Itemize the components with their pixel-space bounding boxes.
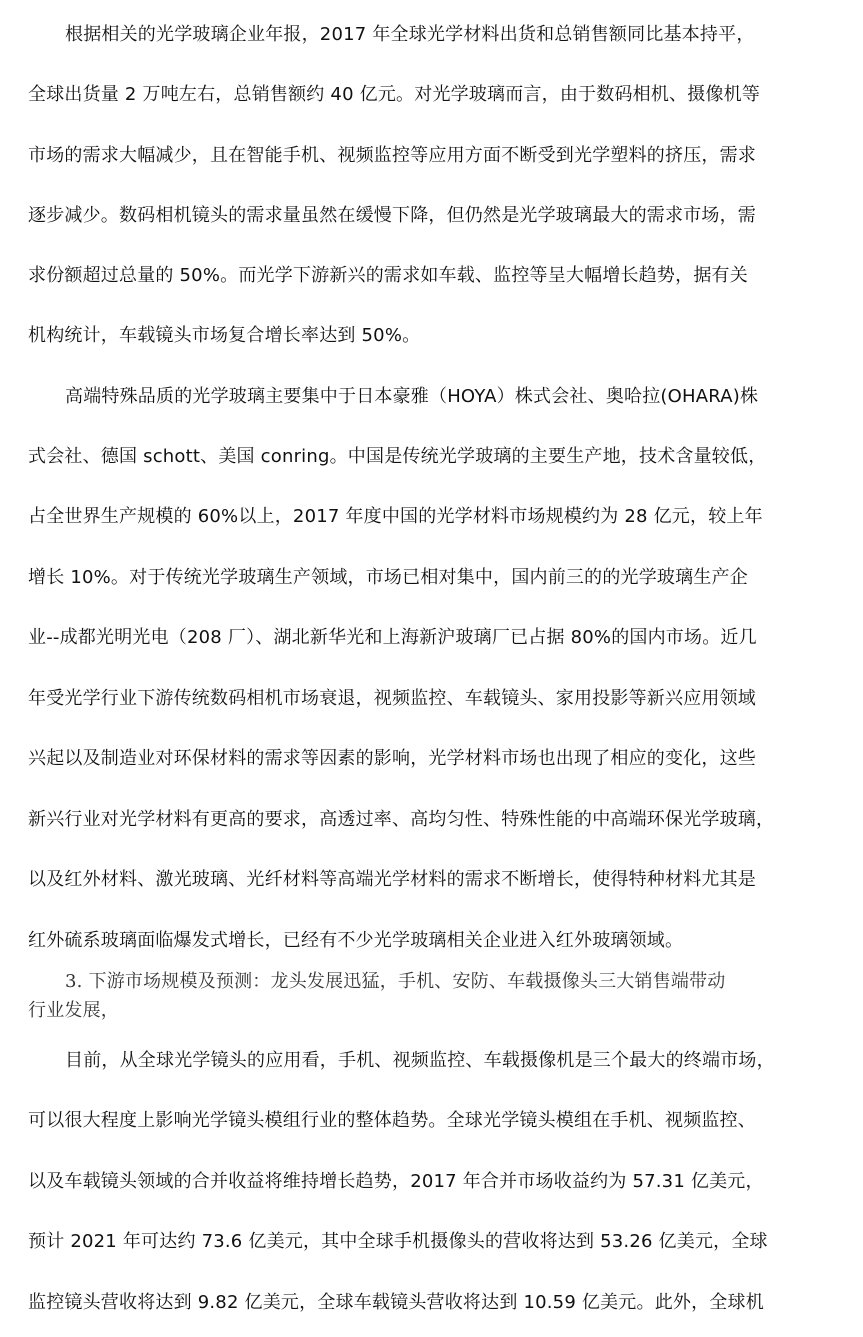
paragraph-2-line-1: 高端特殊品质的光学玻璃主要集中于日本豪雅（HOYA）株式会社、奥哈拉(OHARA)株	[65, 386, 759, 407]
paragraph-2-line-2: 式会社、德国 schott、美国 conring。中国是传统光学玻璃的主要生产地，技术含量较低，	[28, 446, 767, 467]
paragraph-1-line-2: 全球出货量 2 万吨左右，总销售额约 40 亿元。对光学玻璃而言，由于数码相机、摄像机等	[28, 84, 761, 105]
paragraph-2-line-7: 兴起以及制造业对环保材料的需求等因素的影响，光学材料市场也出现了相应的变化，这些	[28, 748, 756, 769]
paragraph-2-line-9: 以及红外材料、激光玻璃、光纤材料等高端光学材料的需求不断增长，使得特种材料尤其是	[28, 869, 756, 890]
paragraph-1-line-5: 求份额超过总量的 50%。而光学下游新兴的需求如车载、监控等呈大幅增长趋势，据有关	[28, 265, 748, 286]
paragraph-1-line-6: 机构统计，车载镜头市场复合增长率达到 50%。	[28, 325, 421, 346]
section-heading-line-1: 3. 下游市场规模及预测：龙头发展迅猛，手机、安防、车载摄像头三大销售端带动	[65, 971, 726, 992]
paragraph-2-line-5: 业--成都光明光电（208 厂）、湖北新华光和上海新沪玻璃厂已占据 80%的国内市场。近几	[28, 627, 757, 648]
paragraph-4-line-4: 预计 2021 年可达约 73.6 亿美元，其中全球手机摄像头的营收将达到 53.26 亿美元，全球	[28, 1231, 768, 1252]
paragraph-4-line-5: 监控镜头营收将达到 9.82 亿美元，全球车载镜头营收将达到 10.59 亿美元。此外，全球机	[28, 1292, 764, 1313]
paragraph-1-line-4: 逐步减少。数码相机镜头的需求量虽然在缓慢下降，但仍然是光学玻璃最大的需求市场，需	[28, 205, 756, 226]
paragraph-2-line-8: 新兴行业对光学材料有更高的要求，高透过率、高均匀性、特殊性能的中高端环保光学玻璃，	[28, 809, 775, 830]
paragraph-4-line-3: 以及车载镜头领域的合并收益将维持增长趋势，2017 年合并市场收益约为 57.31 亿美元，	[28, 1171, 764, 1192]
paragraph-2-line-4: 增长 10%。对于传统光学玻璃生产领域，市场已相对集中，国内前三的的光学玻璃生产企	[28, 567, 748, 588]
paragraph-4-line-2: 可以很大程度上影响光学镜头模组行业的整体趋势。全球光学镜头模组在手机、视频监控、	[28, 1110, 756, 1131]
paragraph-1-line-1: 根据相关的光学玻璃企业年报，2017 年全球光学材料出货和总销售额同比基本持平，	[65, 24, 755, 45]
paragraph-2-line-3: 占全世界生产规模的 60%以上，2017 年度中国的光学材料市场规模约为 28 亿元，较上年	[28, 506, 763, 527]
paragraph-2-line-10: 红外硫系玻璃面临爆发式增长，已经有不少光学玻璃相关企业进入红外玻璃领域。	[28, 930, 684, 951]
paragraph-1-line-3: 市场的需求大幅减少，且在智能手机、视频监控等应用方面不断受到光学塑料的挤压，需求	[28, 145, 756, 166]
section-heading-line-2: 行业发展，	[28, 1000, 119, 1021]
paragraph-4-line-1: 目前，从全球光学镜头的应用看，手机、视频监控、车载摄像机是三个最大的终端市场，	[65, 1050, 775, 1071]
paragraph-2-line-6: 年受光学行业下游传统数码相机市场衰退，视频监控、车载镜头、家用投影等新兴应用领域	[28, 688, 756, 709]
